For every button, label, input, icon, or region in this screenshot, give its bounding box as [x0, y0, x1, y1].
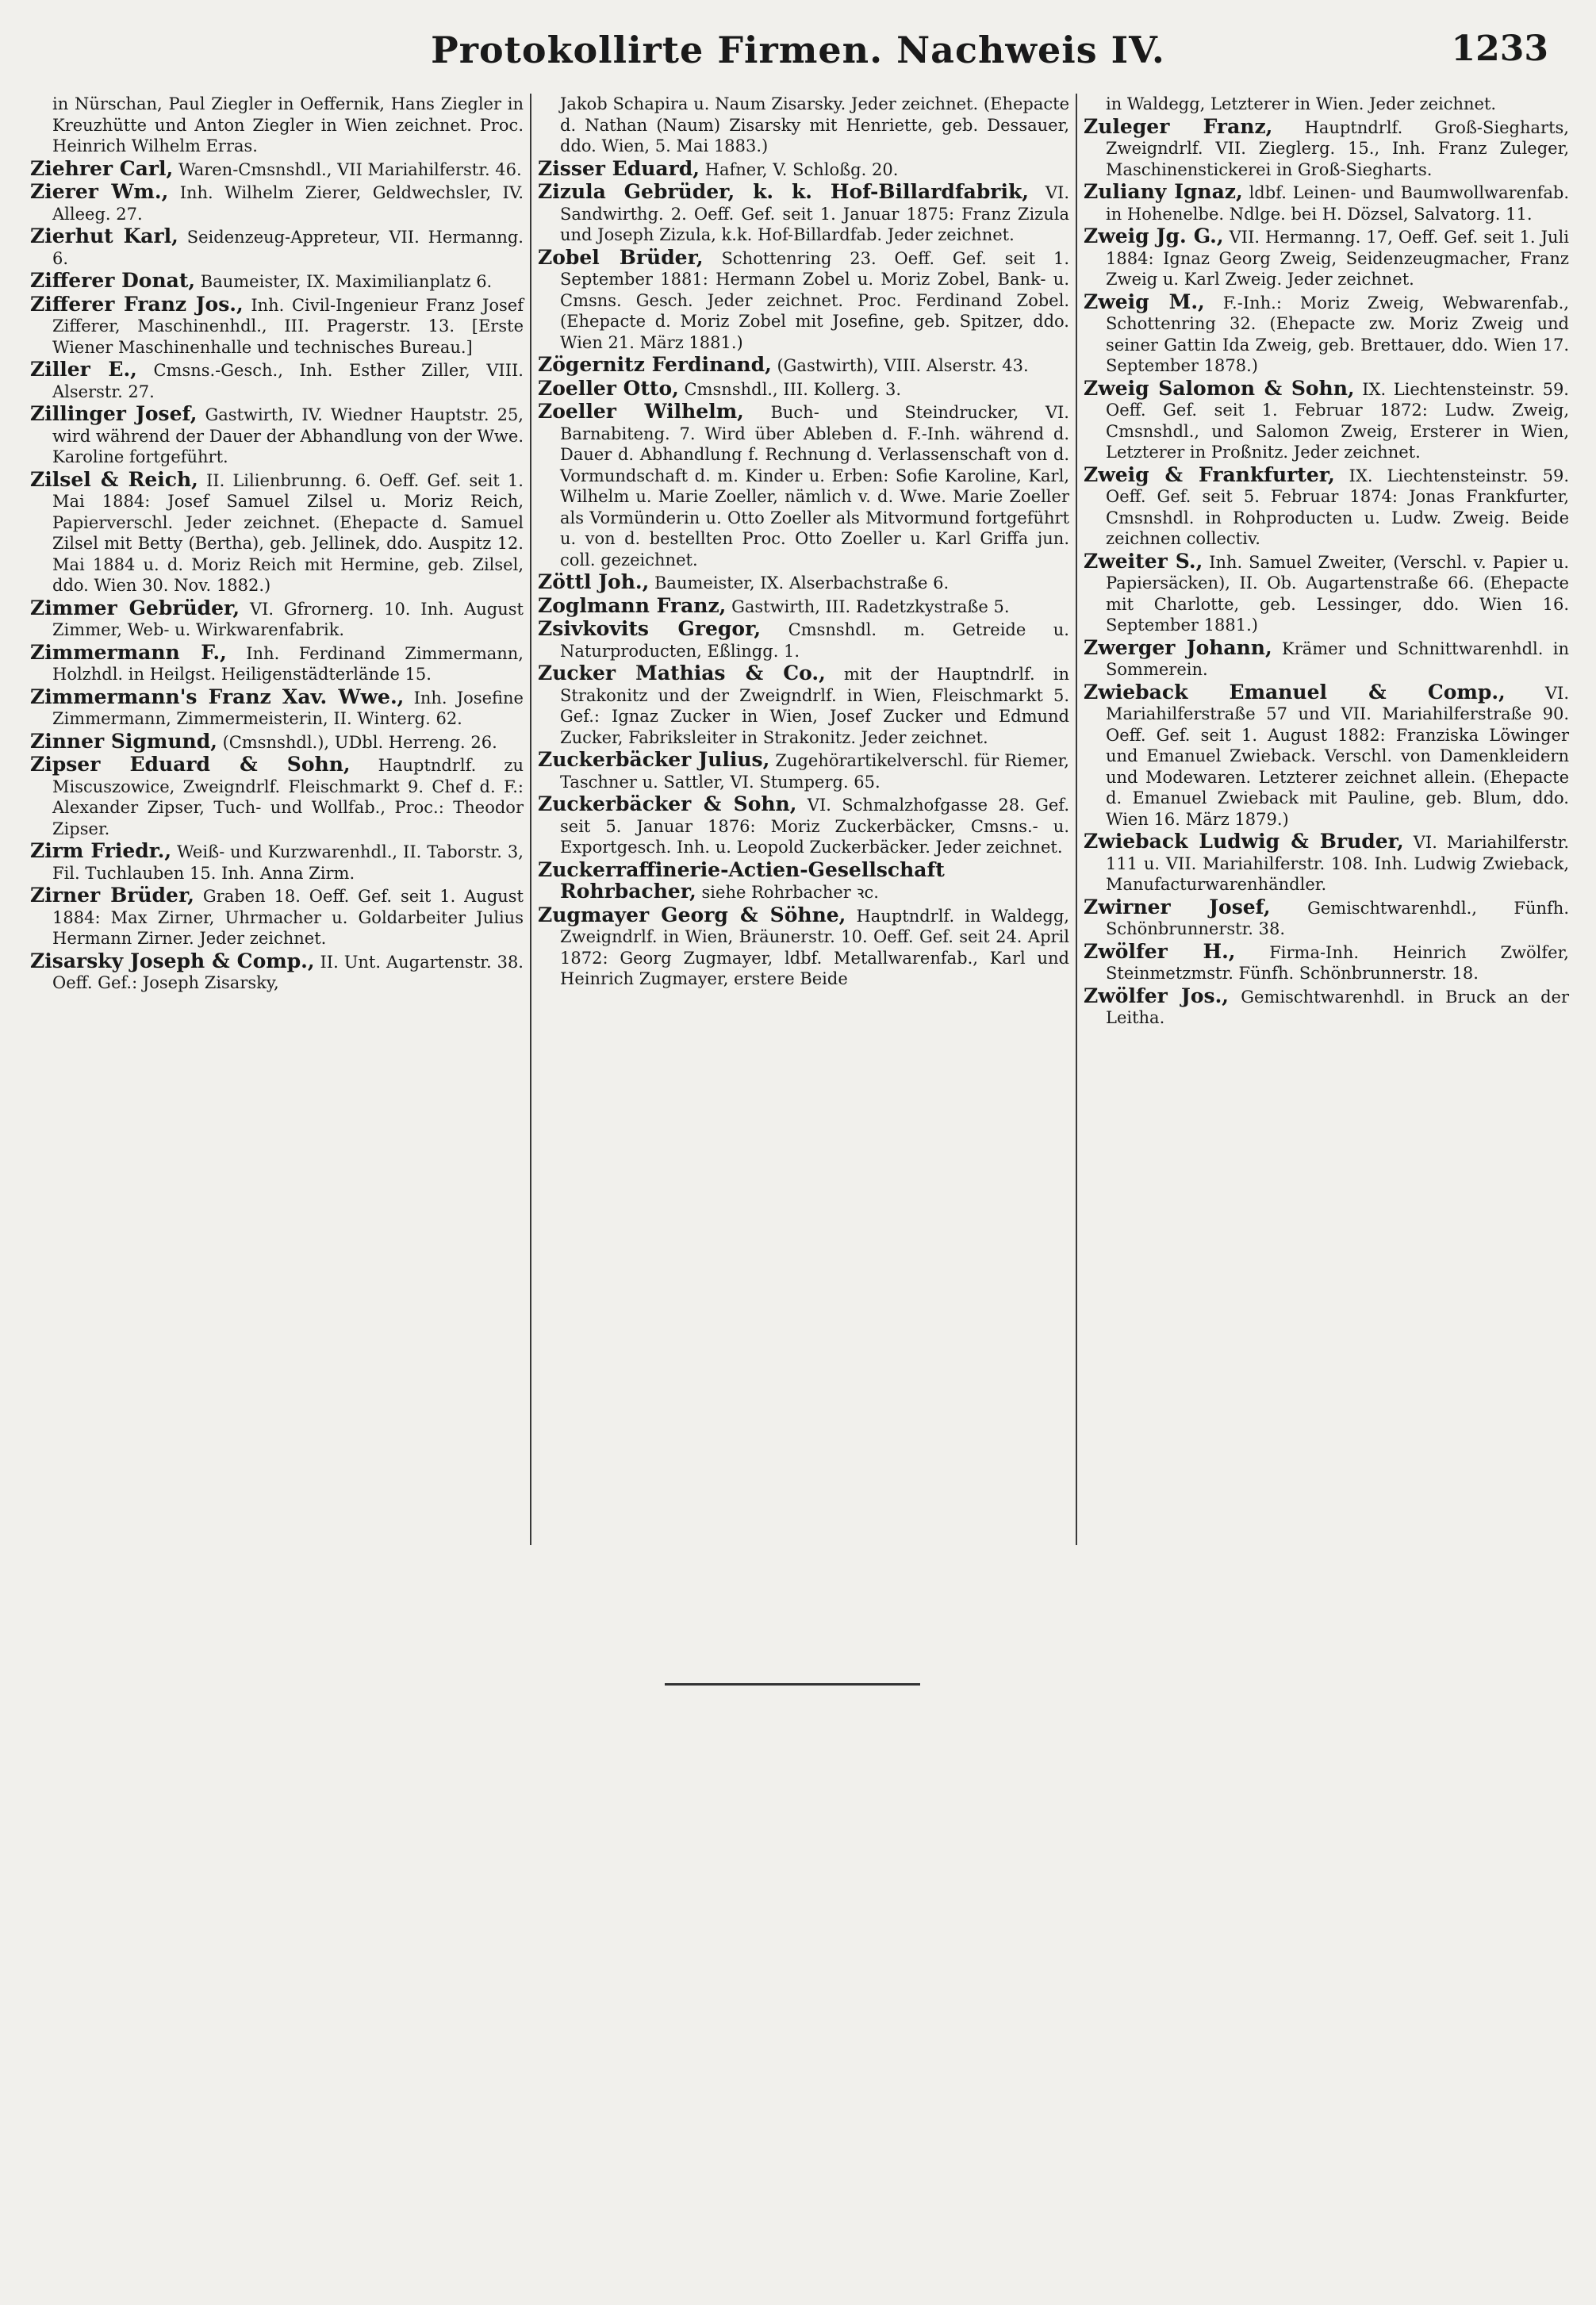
firm-name: Ziehrer Carl, — [30, 156, 174, 180]
firm-name: Zwirner Josef, — [1084, 895, 1271, 919]
entry-text: Krämer und Schnittwarenhdl. in Sommerein. — [1106, 639, 1569, 679]
firm-name: Zifferer Franz Jos., — [30, 292, 244, 316]
page-title: Protokollirte Firmen. Nachweis IV. — [431, 29, 1165, 71]
firm-name: Zipser Eduard & Sohn, — [30, 753, 351, 776]
entry-text: Graben 18. Oeff. Gef. seit 1. August 1884: Max Zirner, Uhrmacher u. Goldarbeiter Julius Hermann Zirner. Jeder zeichnet. — [52, 887, 524, 948]
directory-entry — [538, 247, 1069, 354]
directory-entry — [538, 663, 1069, 748]
entry-text: IX. Liechtensteinstr. 59. Oeff. Gef. seit 5. Februar 1874: Jonas Frankfurter, Cmsnshdl. in Rohproducten u. Ludw. Zweig. Beide zeichnen collectiv. — [1106, 466, 1569, 548]
entry-text: VI. Mariahilferstr. 111 u. VII. Mariahilferstr. 108. Inh. Ludwig Zwieback, Manufacturwarenhändler. — [1106, 833, 1569, 894]
directory-entry — [30, 294, 524, 359]
firm-name: Ziller E., — [30, 358, 137, 381]
directory-entry — [538, 94, 1069, 157]
entry-text: Buch- und Steindrucker, VI. Barnabiteng. 7. Wird über Ableben d. F.-Inh. während d. Dauer d. Abhandlung f. Rechnung d. Verlassenschaft von d. Vormundschaft d. m. Kinder u. Erben: Sofie Karoline, Karl, Wilhelm u. Marie Zoeller, nämlich v. d. Wwe. Marie Zoeller als Vormünderin u. Otto Zoeller als Mitvormund fortgeführt u. von d. bestellten Proc. Otto Zoeller u. Karl Griffa jun. coll. gezeichnet. — [560, 403, 1069, 570]
entry-text: Inh. Civil-Ingenieur Franz Josef Zifferer, Maschinenhdl., III. Pragerstr. 13. [Erste Wiener Maschinenhalle und technisches Bureau.] — [52, 295, 524, 357]
section-end-rule — [665, 1683, 920, 1686]
directory-entry — [30, 642, 524, 685]
firm-name: Zinner Sigmund, — [30, 729, 217, 753]
firm-name: Zoeller Otto, — [538, 376, 679, 400]
entry-text: Weiß- und Kurzwarenhdl., II. Taborstr. 3, Fil. Tuchlauben 15. Inh. Anna Zirm. — [52, 842, 524, 883]
entry-text: Zugehörartikelverschl. für Riemer, Taschner u. Sattler, VI. Stumperg. 65. — [560, 751, 1069, 792]
entry-text: (Cmsnshdl.), UDbl. Herreng. 26. — [222, 732, 497, 752]
directory-entry — [1084, 226, 1569, 290]
directory-entry — [30, 687, 524, 730]
firm-name: Zuliany Ignaz, — [1084, 180, 1243, 203]
firm-name: Zoeller Wilhelm, — [538, 400, 744, 423]
directory-entry — [538, 182, 1069, 246]
firm-name: Zugmayer Georg & Söhne, — [538, 903, 846, 926]
firm-name: Zobel Brüder, — [538, 245, 704, 269]
entry-text: Firma-Inh. Heinrich Zwölfer, Steinmetzmstr. Fünfh. Schönbrunnerstr. 18. — [1106, 942, 1569, 983]
entry-text: Cmsnshdl. m. Getreide u. Naturproducten, Eßlingg. 1. — [560, 620, 1069, 661]
directory-entry — [30, 841, 524, 884]
entry-text: VII. Hermanng. 17, Oeff. Gef. seit 1. Juli 1884: Ignaz Georg Zweig, Seidenzeugmacher, Franz Zweig u. Karl Zweig. Jeder zeichnet. — [1106, 228, 1569, 289]
firm-name: Zuckerbäcker & Sohn, — [538, 792, 797, 815]
directory-entry — [1084, 986, 1569, 1029]
firm-name: Zögernitz Ferdinand, — [538, 353, 772, 376]
entry-text: VI. Gfrornerg. 10. Inh. August Zimmer, Web- u. Wirkwarenfabrik. — [52, 599, 524, 639]
firm-name: Zillinger Josef, — [30, 402, 198, 425]
directory-entry — [538, 750, 1069, 792]
directory-entry — [1084, 551, 1569, 636]
directory-entry — [538, 619, 1069, 662]
entry-text: siehe Rohrbacher ꝛc. — [701, 883, 879, 902]
directory-entry — [30, 598, 524, 641]
page-header — [32, 29, 1564, 84]
directory-entry — [1084, 897, 1569, 940]
directory-entry — [1084, 831, 1569, 896]
column-divider — [530, 94, 531, 1545]
directory-entry — [538, 905, 1069, 990]
directory-entry — [1084, 462, 1569, 550]
firm-name: Zsivkovits Gregor, — [538, 617, 762, 640]
column-1 — [30, 94, 524, 1553]
firm-name: Zuckerbäcker Julius, — [538, 748, 770, 771]
entry-text: (Gastwirth), VIII. Alserstr. 43. — [777, 356, 1029, 375]
firm-name: Zoglmann Franz, — [538, 593, 727, 617]
entry-text: Baumeister, IX. Alserbachstraße 6. — [654, 573, 950, 593]
firm-name: Zweig Salomon & Sohn, — [1084, 376, 1355, 400]
directory-entry — [30, 359, 524, 402]
firm-name: Zimmermann F., — [30, 640, 227, 664]
column-3 — [1084, 94, 1569, 1553]
firm-name: Zilsel & Reich, — [30, 467, 198, 491]
firm-name: Zweig Jg. G., — [1084, 224, 1224, 247]
page-number: 1233 — [1451, 29, 1548, 69]
entry-text: Hafner, V. Schloßg. 20. — [704, 159, 899, 179]
entry-text: Cmsns.-Gesch., Inh. Esther Ziller, VIII. Alserstr. 27. — [52, 361, 524, 401]
firm-name: Zöttl Joh., — [538, 570, 650, 593]
entry-text: Gemischtwarenhdl., Fünfh. Schönbrunnerstr. 38. — [1106, 898, 1569, 938]
directory-entry — [538, 572, 1069, 594]
column-divider — [1076, 94, 1077, 1545]
firm-name: Zimmer Gebrüder, — [30, 596, 240, 619]
directory-entry — [1084, 182, 1569, 224]
firm-name: Zierer Wm., — [30, 180, 169, 203]
entry-text: Gastwirth, IV. Wiedner Hauptstr. 25, wird während der Dauer der Abhandlung von der Wwe. Karoline fortgeführt. — [52, 405, 524, 466]
entry-text: Waren-Cmsnshdl., VII Mariahilferstr. 46. — [178, 159, 522, 179]
directory-entry — [1084, 682, 1569, 830]
entry-text: Gastwirth, III. Radetzkystraße 5. — [731, 596, 1010, 616]
entry-text: Gemischtwarenhdl. in Bruck an der Leitha. — [1106, 987, 1569, 1027]
directory-entry — [1084, 635, 1569, 681]
entry-text: F.-Inh.: Moriz Zweig, Webwarenfab., Schottenring 32. (Ehepacte zw. Moriz Zweig und seiner Gattin Ida Zweig, geb. Brettauer, ddo. Wien 17. September 1878.) — [1106, 293, 1569, 375]
directory-entry — [30, 467, 524, 596]
directory-entry — [30, 94, 524, 157]
entry-text: IX. Liechtensteinstr. 59. Oeff. Gef. seit 1. Februar 1872: Ludw. Zweig, Cmsnshdl., und Salomon Zweig, Ersterer in Wien, Letzterer in Proßnitz. Jeder zeichnet. — [1106, 379, 1569, 462]
entry-text: Seidenzeug-Appreteur, VII. Hermanng. 6. — [52, 228, 524, 268]
firm-name: Zuleger Franz, — [1084, 114, 1273, 138]
firm-name: Zirm Friedr., — [30, 839, 172, 862]
directory-entry — [538, 378, 1069, 401]
firm-name: Zwieback Emanuel & Comp., — [1084, 680, 1506, 704]
directory-entry — [30, 182, 524, 224]
directory-entry — [30, 156, 524, 181]
directory-entry — [30, 731, 524, 754]
entry-text: Inh. Ferdinand Zimmermann, Holzhdl. in Heilgst. Heiligenstädterlände 15. — [52, 643, 524, 684]
entry-text: II. Lilienbrunng. 6. Oeff. Gef. seit 1. Mai 1884: Josef Samuel Zilsel u. Moriz Reich, Papierverschl. Jeder zeichnet. (Ehepacte d. Samuel Zilsel mit Betty (Bertha), geb. Jellinek, ddo. Auspitz 12. Mai 1884 u. d. Moriz Reich mit Hermine, geb. Zilsel, ddo. Wien 30. Nov. 1882.) — [52, 470, 524, 595]
firm-name: Zirner Brüder, — [30, 884, 195, 907]
entry-text: VI. Mariahilferstraße 57 und VII. Mariahilferstraße 90. Oeff. Gef. seit 1. August 1882: Franziska Löwinger und Emanuel Zwieback. Verschl. von Damenkleidern und Modewaren. Letzterer zeichnet allein. (Ehepacte d. Emanuel Zwieback mit Pauline, geb. Blum, ddo. Wien 16. März 1879.) — [1106, 683, 1569, 829]
directory-entry — [1084, 939, 1569, 984]
entry-text: Baumeister, IX. Maximilianplatz 6. — [200, 272, 493, 291]
directory-entry — [1084, 378, 1569, 463]
directory-entry — [30, 270, 524, 293]
firm-name: Zierhut Karl, — [30, 224, 178, 247]
directory-entry — [538, 355, 1069, 377]
entry-text: Inh. Samuel Zweiter, (Verschl. v. Papier u. Papiersäcken), II. Ob. Augartenstraße 66. (Ehepacte mit Charlotte, geb. Lessinger, ddo. Wien 16. September 1881.) — [1106, 552, 1569, 635]
firm-name: Zisarsky Joseph & Comp., — [30, 949, 315, 972]
firm-name: Zweig M., — [1084, 290, 1205, 313]
entry-text: mit der Hauptndrlf. in Strakonitz und der Zweigndrlf. in Wien, Fleischmarkt 5. Gef.: Ignaz Zucker in Wien, Josef Zucker und Edmund Zucker, Fabriksleiter in Strakonitz. Jeder zeichnet. — [560, 665, 1069, 747]
directory-entry — [30, 951, 524, 994]
entry-text: in Waldegg, Letzterer in Wien. Jeder zeichnet. — [1106, 94, 1497, 113]
directory-entry — [30, 754, 524, 839]
directory-entry — [538, 794, 1069, 858]
entry-text: in Nürschan, Paul Ziegler in Oeffernik, Hans Ziegler in Kreuzhütte und Anton Ziegler in Wien zeichnet. Proc. Heinrich Wilhelm Erras. — [52, 94, 524, 155]
firm-name: Zwieback Ludwig & Bruder, — [1084, 830, 1404, 853]
firm-name: Zweiter S., — [1084, 549, 1203, 573]
directory-entry — [1084, 114, 1569, 181]
entry-text: ldbf. Leinen- und Baumwollwarenfab. in Hohenelbe. Ndlge. bei H. Dözsel, Salvatorg. 11. — [1106, 183, 1569, 224]
text-columns — [30, 94, 1569, 1585]
column-2 — [538, 94, 1069, 1553]
firm-name: Zimmermann's Franz Xav. Wwe., — [30, 685, 405, 708]
directory-entry — [538, 401, 1069, 570]
directory-entry — [538, 156, 1069, 181]
directory-entry — [30, 226, 524, 269]
firm-name: Zwölfer H., — [1084, 939, 1236, 963]
directory-entry — [538, 857, 1069, 903]
entry-text: Hauptndrlf. zu Miscuszowice, Zweigndrlf. Fleischmarkt 9. Chef d. F.: Alexander Zipser, Tuch- und Wollfab., Proc.: Theodor Zipser. — [52, 756, 524, 838]
entry-text: Inh. Josefine Zimmermann, Zimmermeisterin, II. Winterg. 62. — [52, 688, 524, 728]
entry-text: Inh. Wilhelm Zierer, Geldwechsler, IV. Alleeg. 27. — [52, 183, 524, 224]
firm-name: Zifferer Donat, — [30, 269, 196, 292]
entry-text: Jakob Schapira u. Naum Zisarsky. Jeder zeichnet. (Ehepacte d. Nathan (Naum) Zisarsky mit Henriette, geb. Dessauer, ddo. Wien, 5. Mai 1883.) — [560, 94, 1069, 155]
firm-name: Zwerger Johann, — [1084, 635, 1272, 659]
entry-text: Schottenring 23. Oeff. Gef. seit 1. September 1881: Hermann Zobel u. Moriz Zobel, Bank- u. Cmsns. Gesch. Jeder zeichnet. Proc. Ferdinand Zobel. (Ehepacte d. Moriz Zobel mit Josefine, geb. Spitzer, ddo. Wien 21. März 1881.) — [560, 248, 1069, 352]
directory-entry — [30, 404, 524, 468]
directory-entry — [1084, 292, 1569, 377]
entry-text: Hauptndrlf. in Waldegg, Zweigndrlf. in Wien, Bräunerstr. 10. Oeff. Gef. seit 24. April 1872: Georg Zugmayer, ldbf. Metallwarenfab., Karl und Heinrich Zugmayer, erstere Beide — [560, 906, 1069, 988]
directory-entry — [538, 593, 1069, 618]
entry-text: II. Unt. Augartenstr. 38. Oeff. Gef.: Joseph Zisarsky, — [52, 952, 524, 992]
firm-name: Zizula Gebrüder, k. k. Hof-Billardfabrik, — [538, 180, 1030, 203]
entry-text: Cmsnshdl., III. Kollerg. 3. — [684, 379, 902, 399]
firm-name: Zuckerraffinerie-Actien-Gesellschaft Rohrbacher, — [538, 857, 945, 903]
firm-name: Zweig & Frankfurter, — [1084, 462, 1335, 486]
directory-entry — [30, 885, 524, 949]
firm-name: Zucker Mathias & Co., — [538, 662, 826, 685]
entry-text: Hauptndrlf. Groß-Siegharts, Zweigndrlf. VII. Zieglerg. 15., Inh. Franz Zuleger, Maschinenstickerei in Groß-Siegharts. — [1106, 117, 1569, 179]
entry-text: VI. Schmalzhofgasse 28. Gef. seit 5. Januar 1876: Moriz Zuckerbäcker, Cmsns.- u. Exportgesch. Inh. u. Leopold Zuckerbäcker. Jeder zeichnet. — [560, 796, 1069, 857]
firm-name: Zisser Eduard, — [538, 156, 700, 180]
firm-name: Zwölfer Jos., — [1084, 984, 1230, 1007]
directory-entry — [1084, 94, 1569, 115]
entry-text: VI. Sandwirthg. 2. Oeff. Gef. seit 1. Januar 1875: Franz Zizula und Joseph Zizula, k.k. Hof-Billardfab. Jeder zeichnet. — [560, 183, 1069, 244]
